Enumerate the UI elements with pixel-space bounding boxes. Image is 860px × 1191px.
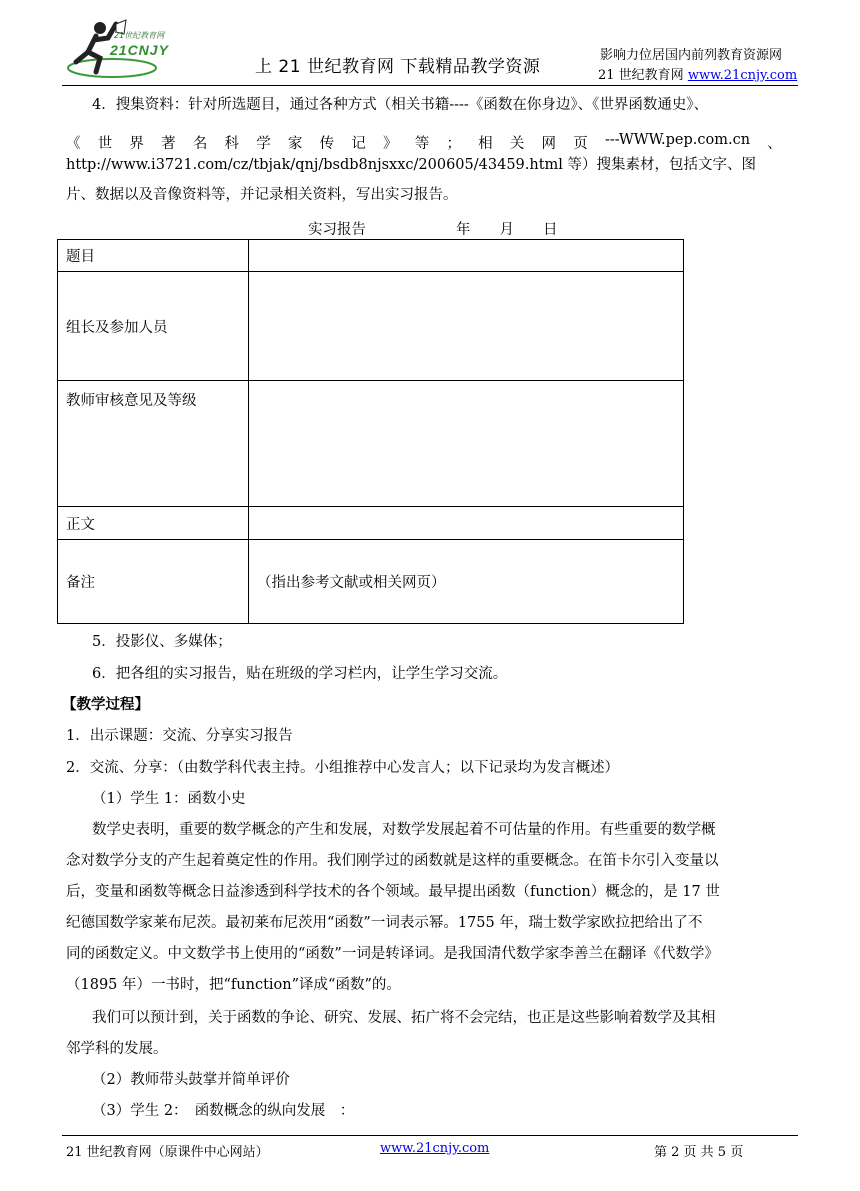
- item4-line2-token: 等: [414, 136, 430, 152]
- para2-line: 邻学科的发展。: [66, 1041, 168, 1057]
- item4-line2-token: 记: [351, 136, 366, 152]
- table-row: [58, 507, 684, 540]
- item4-line2-token: 界: [129, 136, 144, 152]
- logo-caption: 21世纪教育网: [114, 31, 165, 40]
- item4-line2-token: 传: [319, 136, 335, 152]
- header-divider: [62, 85, 798, 86]
- report-table: [57, 239, 684, 624]
- item4-line1: 4．搜集资料：针对所选题目，通过各种方式（相关书籍----《函数在你身边》、《世界函数通史》、: [92, 97, 709, 113]
- para1-line: 纪德国数学家莱布尼茨。最初莱布尼茨用“函数”一词表示幂。1755 年，瑞士数学家欧拉把给出了不: [66, 915, 703, 931]
- para2-line: 我们可以预计到，关于函数的争论、研究、发展、拓广将不会完结，也正是这些影响着数学及其相: [92, 1010, 716, 1026]
- para1-line: 念对数学分支的产生起着奠定性的作用。我们刚学过的函数就是这样的重要概念。在笛卡尔引入变量以: [66, 853, 719, 869]
- footer-link[interactable]: www.21cnjy.com: [380, 1141, 490, 1156]
- sub-heading-3: （3）学生 2： 函数概念的纵向发展 ：: [92, 1103, 355, 1119]
- para1-line: （1895 年）一书时，把“function”译成“函数”的。: [66, 977, 401, 993]
- site-logo[interactable]: [66, 18, 194, 84]
- item4-line2-token: 著: [161, 136, 176, 152]
- header-title: 上 21 世纪教育网 下载精品教学资源: [255, 57, 541, 77]
- item4-line2-token: 学: [256, 136, 271, 152]
- para1-line: 后，变量和函数等概念日益渗透到科学技术的各个领域。最早提出函数（function）概念的，是 17 世: [66, 884, 720, 900]
- row-label: 正文: [58, 507, 249, 540]
- item5: 5．投影仪、多媒体；: [92, 634, 232, 650]
- row-value: [249, 507, 684, 540]
- sub-heading-2: （2）教师带头鼓掌并简单评价: [92, 1072, 290, 1088]
- row-value: [249, 381, 684, 507]
- item4-line4: 片、数据以及音像资料等，并记录相关资料，写出实习报告。: [66, 187, 458, 203]
- page-number: 第 2 页 共 5 页: [654, 1145, 744, 1160]
- item4-line2-token: 》: [383, 136, 398, 152]
- item4-line2-token: 相: [478, 136, 493, 152]
- row-value: [249, 240, 684, 272]
- header-site-link[interactable]: www.21cnjy.com: [687, 68, 798, 83]
- item4-line3: http://www.i3721.com/cz/tbjak/qnj/bsdb8njsxxc/200605/43459.html 等）搜集素材，包括文字、图: [66, 157, 757, 173]
- sub-heading-1: （1）学生 1：函数小史: [92, 791, 246, 807]
- logo-wordmark: 21CNJY: [110, 42, 169, 58]
- report-date: 年 月 日: [456, 222, 558, 238]
- header-site-line: [598, 64, 797, 83]
- item4-line2-token: 《: [66, 136, 81, 152]
- row-value: （指出参考文献或相关网页）: [249, 540, 684, 624]
- para1-line: 同的函数定义。中文数学书上使用的“函数”一词是转译词。是我国清代数学家李善兰在翻译《代数学》: [66, 946, 719, 962]
- row-label: 组长及参加人员: [58, 272, 249, 381]
- footer-site: 21 世纪教育网（原课件中心网站）: [66, 1145, 269, 1160]
- row-value: [249, 272, 684, 381]
- header-site-name: 21 世纪教育网: [598, 68, 688, 83]
- footer-divider: [62, 1135, 798, 1136]
- section-heading: 【教学过程】: [62, 696, 149, 713]
- item4-line2-token: 关: [509, 136, 525, 152]
- item4-line2-token: 、: [767, 136, 782, 152]
- item4-line2-token: 世: [97, 136, 113, 152]
- row-label: 备注: [58, 540, 249, 624]
- table-row: [58, 240, 684, 272]
- page-header: [0, 0, 860, 86]
- row-label: 教师审核意见及等级: [58, 381, 249, 507]
- item6: 6．把各组的实习报告，贴在班级的学习栏内，让学生学习交流。: [92, 666, 508, 682]
- table-row: [58, 381, 684, 507]
- item4-line2-token: 家: [287, 136, 303, 152]
- header-slogan: 影响力位居国内前列教育资源网: [600, 48, 783, 63]
- item4-line2-token: ；: [446, 136, 461, 152]
- item4-line2-token: 页: [573, 136, 588, 152]
- report-title: 实习报告: [308, 222, 366, 238]
- item4-line2-token: ---WWW.pep.com.cn: [604, 132, 751, 148]
- table-row: [58, 540, 684, 624]
- para1-line: 数学史表明，重要的数学概念的产生和发展，对数学发展起着不可估量的作用。有些重要的数学概: [92, 822, 716, 838]
- item4-line2-token: 科: [224, 136, 240, 152]
- table-row: [58, 272, 684, 381]
- row-label: 题目: [58, 240, 249, 272]
- item4-line2-token: 名: [192, 136, 208, 152]
- step2: 2．交流、分享：（由数学科代表主持。小组推荐中心发言人；以下记录均为发言概述）: [66, 760, 619, 776]
- step1: 1．出示课题：交流、分享实习报告: [66, 728, 293, 744]
- item4-line2-token: 网: [541, 136, 557, 152]
